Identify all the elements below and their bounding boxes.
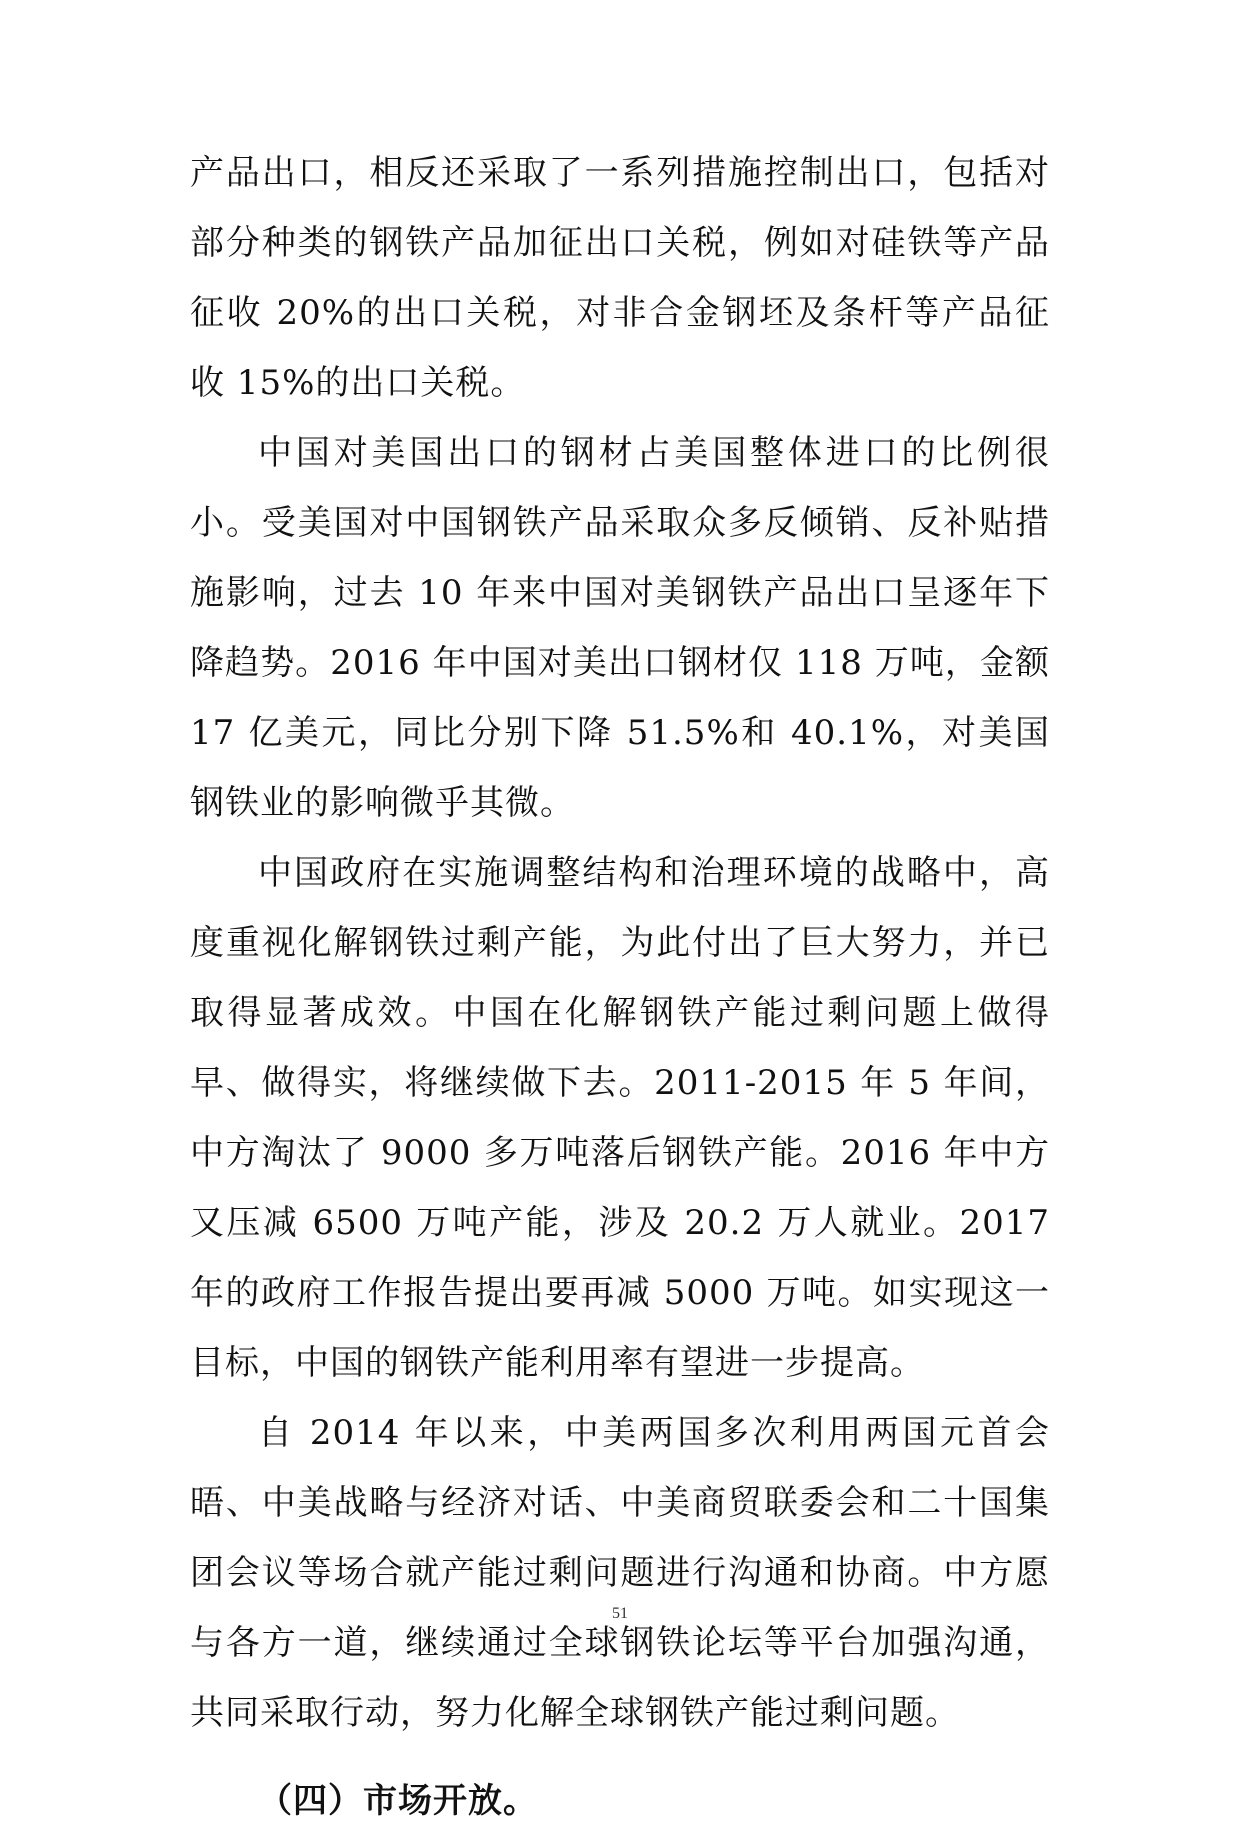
page-number: 51 — [612, 1605, 628, 1622]
paragraph-bilateral-dialogue: 自 2014 年以来，中美两国多次利用两国元首会晤、中美战略与经济对话、中美商贸联委会和二十国集团会议等场合就产能过剩问题进行沟通和协商。中方愿与各方一道，继续通过全球钢铁论坛等平台加强沟通，共同采取行动，努力化解全球钢铁产能过剩问题。 — [190, 1413, 1050, 1733]
paragraph-us-exports: 中国对美国出口的钢材占美国整体进口的比例很小。受美国对中国钢铁产品采取众多反倾销、反补贴措施影响，过去 10 年来中国对美钢铁产品出口呈逐年下降趋势。2016 年中国对美出口钢材仅 118 万吨，金额 17 亿美元，同比分别下降 51.5%和 40.1%，对美国钢铁业的影响微乎其微。 — [190, 433, 1050, 823]
paragraph-export-tariffs: 产品出口，相反还采取了一系列措施控制出口，包括对部分种类的钢铁产品加征出口关税，例如对硅铁等产品征收 20%的出口关税，对非合金钢坯及条杆等产品征收 15%的出口关税。 — [190, 153, 1050, 403]
body-text — [190, 138, 1050, 1836]
paragraph-capacity-reduction: 中国政府在实施调整结构和治理环境的战略中，高度重视化解钢铁过剩产能，为此付出了巨大努力，并已取得显著成效。中国在化解钢铁产能过剩问题上做得早、做得实，将继续做下去。2011-2015 年 5 年间，中方淘汰了 9000 多万吨落后钢铁产能。2016 年中方又压减 6500 万吨产能，涉及 20.2 万人就业。2017 年的政府工作报告提出要再减 5000 万吨。如实现这一目标，中国的钢铁产能利用率有望进一步提高。 — [190, 853, 1050, 1383]
section-heading: （四）市场开放。 — [258, 1781, 538, 1821]
